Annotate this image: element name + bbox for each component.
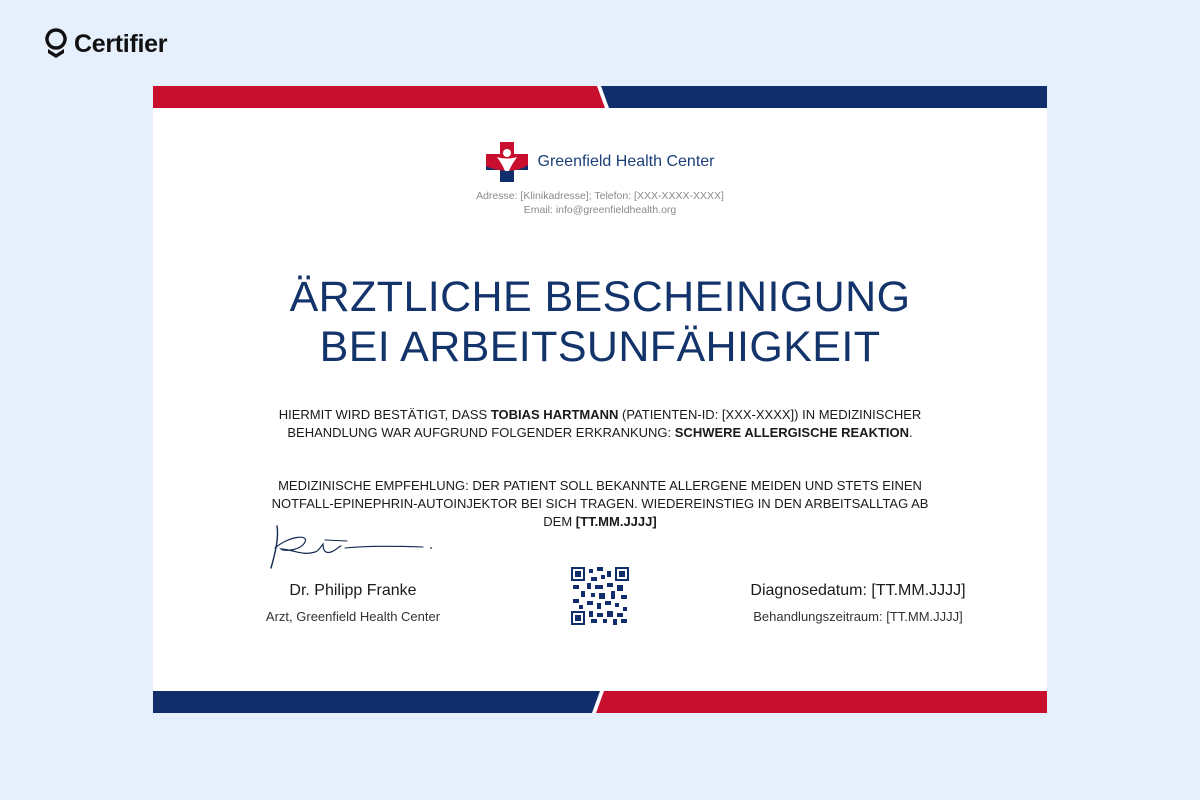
para1-post: . — [909, 425, 913, 440]
certifier-wordmark: Certifier — [74, 29, 168, 58]
clinic-contact — [153, 189, 1047, 217]
treatment-period: Behandlungszeitraum: [TT.MM.JJJJ] — [753, 609, 963, 624]
para1-mid: (PATIENTEN-ID: [XXX-XXXX]) IN MEDIZINISCHER BEHANDLUNG WAR AUFGRUND FOLGENDER ERKRANKUNG: — [287, 407, 922, 440]
doctor-name: Dr. Philipp Franke — [289, 582, 417, 599]
recommendation-text: MEDIZINISCHE EMPFEHLUNG: DER PATIENT SOLL BEKANNTE ALLERGENE MEIDEN UND STETS EINEN NOTFALL-EPINEPHRIN-AUTOINJEKTOR BEI SICH TRAGEN. WIEDEREINSTIEG IN DEN ARBEITSALLTAG AB DEM — [271, 478, 929, 529]
qr-code — [570, 567, 630, 625]
certifier-logo-icon — [44, 28, 68, 60]
title-line-2: BEI ARBEITSUNFÄHIGKEIT — [319, 323, 881, 371]
certifier-brand — [44, 28, 167, 60]
clinic-header — [153, 142, 1047, 182]
medical-certificate — [153, 86, 1047, 713]
title-line-1: ÄRZTLICHE BESCHEINIGUNG — [289, 273, 911, 321]
certificate-title — [153, 272, 1047, 372]
diagnosis: SCHWERE ALLERGISCHE REAKTION — [674, 425, 910, 440]
clinic-name: Greenfield Health Center — [537, 153, 715, 170]
contact-address-phone: Adresse: [Klinikadresse]; Telefon: [XXX-XXXX-XXXX] — [476, 190, 724, 202]
return-date: [TT.MM.JJJJ] — [575, 514, 657, 529]
doctor-role: Arzt, Greenfield Health Center — [265, 609, 441, 624]
doctor-signature — [265, 522, 437, 572]
contact-email: Email: info@greenfieldhealth.org — [523, 204, 677, 216]
diagnosis-date: Diagnosedatum: [TT.MM.JJJJ] — [750, 582, 966, 599]
bottom-color-band — [153, 691, 1047, 713]
top-color-band — [153, 86, 1047, 108]
patient-name: TOBIAS HARTMANN — [490, 407, 619, 422]
medical-cross-person-icon — [486, 142, 528, 182]
para1-pre: HIERMIT WIRD BESTÄTIGT, DASS — [278, 407, 491, 422]
confirmation-paragraph — [263, 406, 937, 442]
